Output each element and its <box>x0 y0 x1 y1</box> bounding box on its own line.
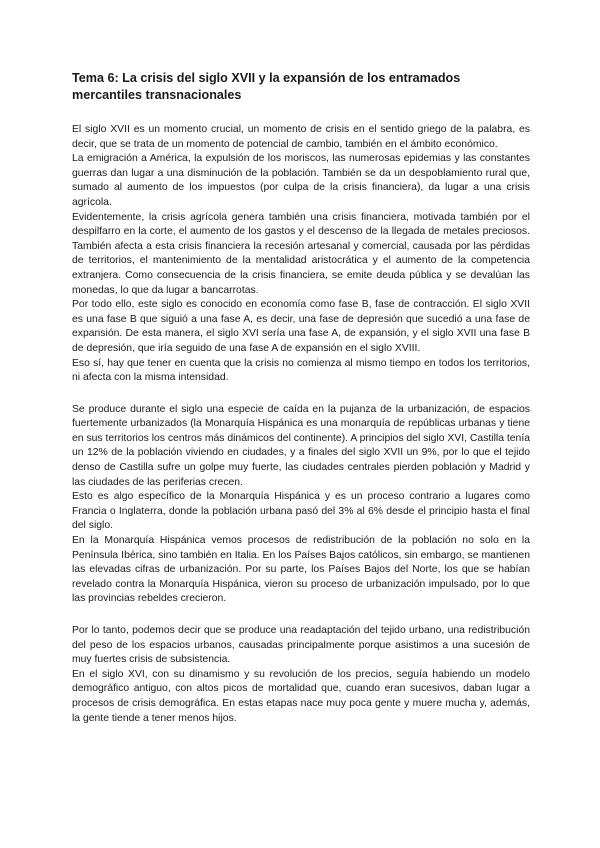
paragraph: Se produce durante el siglo una especie de caída en la pujanza de la urbanización, de espacios fuertemente urbanizados (la Monarquía Hispánica es una monarquía de repúblicas urbanas y tiene en sus territorios los centros más dinámicos del continente). A principios del siglo XVI, Castilla tenía un 12% de la población viviendo en ciudades, y a finales del siglo XVII un 9%, por lo que el tejido denso de Castilla sufre un golpe muy fuerte, las ciudades centrales pierden población y Madrid y las ciudades de las periferias crecen. <box>72 403 530 488</box>
paragraph: En la Monarquía Hispánica vemos procesos de redistribución de la población no solo en la Península Ibérica, sino también en Italia. En los Países Bajos católicos, sin embargo, se mantienen las elevadas cifras de urbanización. Por su parte, los Países Bajos del Norte, los que se habían revelado contra la Monarquía Hispánica, vieron su proceso de urbanización impulsado, por lo que las provincias rebeldes crecieron. <box>72 535 530 605</box>
document-title: Tema 6: La crisis del siglo XVII y la expansión de los entramados mercantiles transnacionales <box>72 71 461 102</box>
paragraph: En el siglo XVI, con su dinamismo y su revolución de los precios, seguía habiendo un modelo demográfico antiguo, con altos picos de mortalidad que, cuando eran sucesivos, daban lugar a procesos de crisis demográfica. En estas etapas nace muy poca gente y muere mucha y, además, la gente tiende a tener menos hijos. <box>72 668 530 724</box>
paragraph: Por lo tanto, podemos decir que se produce una readaptación del tejido urbano, una redistribución del peso de los espacios urbanos, causadas principalmente porque asistimos a una sucesión de muy fuertes crisis de subsistencia. <box>72 625 530 666</box>
paragraph: Eso sí, hay que tener en cuenta que la crisis no comienza al mismo tiempo en todos los territorios, ni afecta con la misma intensidad. <box>72 357 530 384</box>
section-crisis <box>72 123 530 386</box>
paragraph: Por todo ello, este siglo es conocido en economía como fase B, fase de contracción. El siglo XVII es una fase B que siguió a una fase A, es decir, una fase de depresión que sucedió a una fase de expansión. De esta manera, el siglo XVI sería una fase A, de expansión, y el siglo XVII una fase B de depresión, que iría seguido de una fase A de expansión en el siglo XVIII. <box>72 299 530 354</box>
section-demography <box>72 624 530 726</box>
section-urbanization <box>72 403 530 607</box>
paragraph: Esto es algo específico de la Monarquía Hispánica y es un proceso contrario a lugares como Francia o Inglaterra, donde la población urbana pasó del 3% al 6% desde el principio hasta el final del siglo. <box>72 491 530 532</box>
paragraph: Evidentemente, la crisis agrícola genera también una crisis financiera, motivada también por el despilfarro en la corte, el aumento de los gastos y el descenso de la llegada de metales preciosos. También afecta a esta crisis financiera la recesión artesanal y comercial, causada por las pérdidas de territorios, el mantenimiento de la mentalidad aristocrática y el aumento de la competencia extranjera. Como consecuencia de la crisis financiera, se emite deuda pública y se devalúan las monedas, lo que da lugar a bancarrotas. <box>72 211 530 296</box>
document-page <box>72 70 530 743</box>
paragraph: La emigración a América, la expulsión de los moriscos, las numerosas epidemias y las constantes guerras dan lugar a una disminución de la población. También se da un despoblamiento rural que, sumado al aumento de los impuestos (por culpa de la crisis financiera), da lugar a una crisis agrícola. <box>72 153 530 208</box>
paragraph: El siglo XVII es un momento crucial, un momento de crisis en el sentido griego de la palabra, es decir, que se trata de un momento de potencial de cambio, también en el ámbito económico. <box>72 124 530 150</box>
